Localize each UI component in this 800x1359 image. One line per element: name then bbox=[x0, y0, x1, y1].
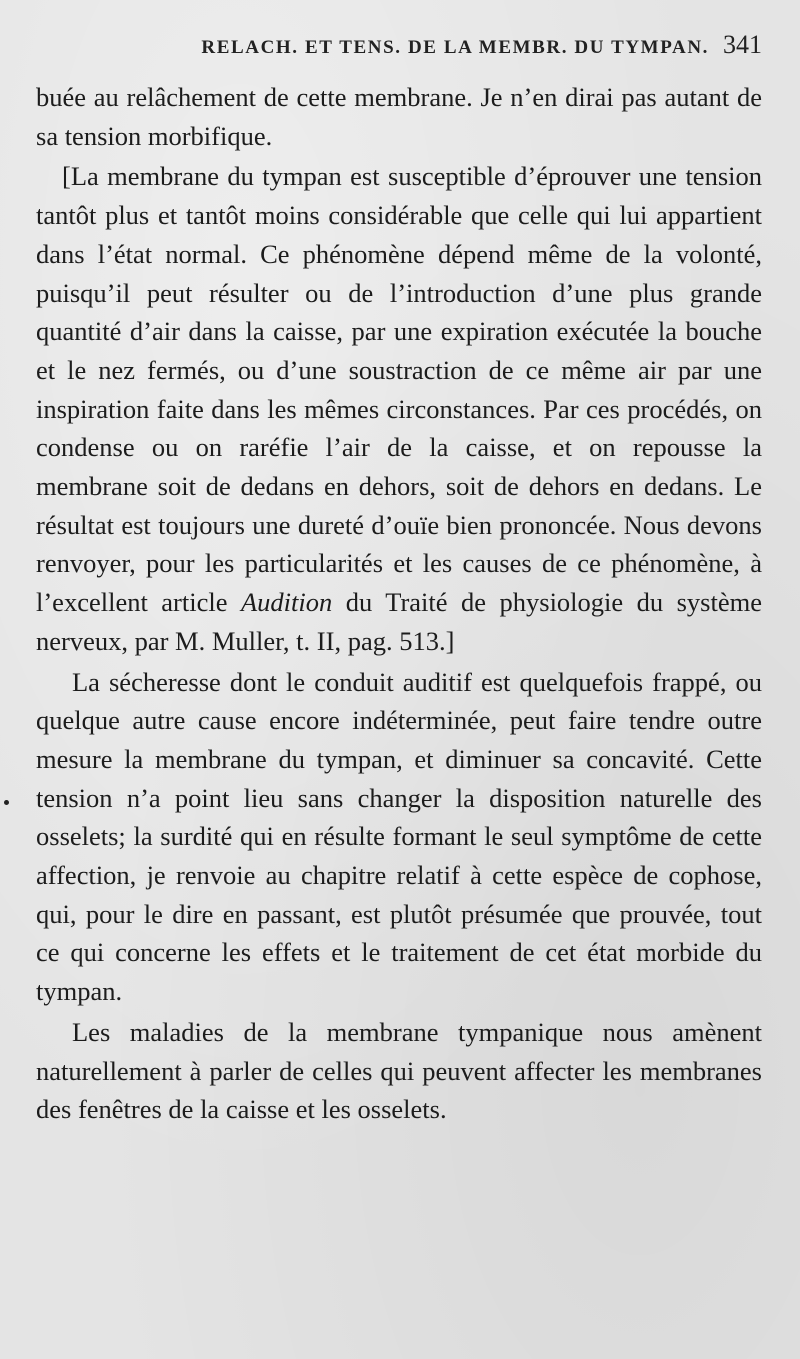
body-text bbox=[36, 78, 762, 1129]
paragraph-text: du Traité de physiologie du système nerveux, par M. Muller, t. II, pag. 513.] bbox=[36, 587, 762, 656]
paragraph-continuation: buée au relâchement de cette membrane. Je n’en dirai pas autant de sa tension morbifique. bbox=[36, 82, 762, 151]
paragraph-text: [La membrane du tympan est susceptible d’éprouver une tension tantôt plus et tantôt moins considérable que celle qui lui appartient dans l’état normal. Ce phénomène dépend même de la volonté, puisqu’il peut résulter ou de l’introduction d’une plus grande quantité d’air dans la caisse, par une expiration exécutée la bouche et le nez fermés, ou d’une soustraction de ce même air par une inspiration faite dans les mêmes circonstances. Par ces procédés, on condense ou on raréfie l’air de la caisse, et on repousse la membrane soit de dedans en dehors, soit de dehors en dedans. Le résultat est toujours une dureté d’ouïe bien prononcée. Nous devons renvoyer, pour les particularités et les causes de ce phénomène, à l’excellent article bbox=[36, 161, 762, 618]
running-title: RELACH. ET TENS. DE LA MEMBR. DU TYMPAN. bbox=[201, 37, 709, 58]
italic-title-audition: Audition bbox=[240, 587, 333, 618]
margin-dot-mark bbox=[4, 800, 9, 805]
paragraph-secheresse: La sécheresse dont le conduit auditif est quelquefois frappé, ou quelque autre cause encore indéterminée, peut faire tendre outre mesure la membrane du tympan, et diminuer sa concavité. Cette tension n’a point lieu sans changer la disposition naturelle des osselets; la surdité qui en résulte formant le seul symptôme de cette affection, je renvoie au chapitre relatif à cette espèce de cophose, qui, pour le dire en passant, est plutôt présumée que prouvée, tout ce qui concerne les effets et le traitement de cet état morbide du tympan. bbox=[36, 666, 762, 1007]
paragraph-maladies: Les maladies de la membrane tympanique nous amènent naturellement à parler de celles qui peuvent affecter les membranes des fenêtres de la caisse et les osselets. bbox=[36, 1016, 762, 1125]
page-number: 341 bbox=[723, 30, 762, 59]
running-header bbox=[36, 30, 762, 70]
paragraph-bracketed-note bbox=[36, 157, 762, 660]
